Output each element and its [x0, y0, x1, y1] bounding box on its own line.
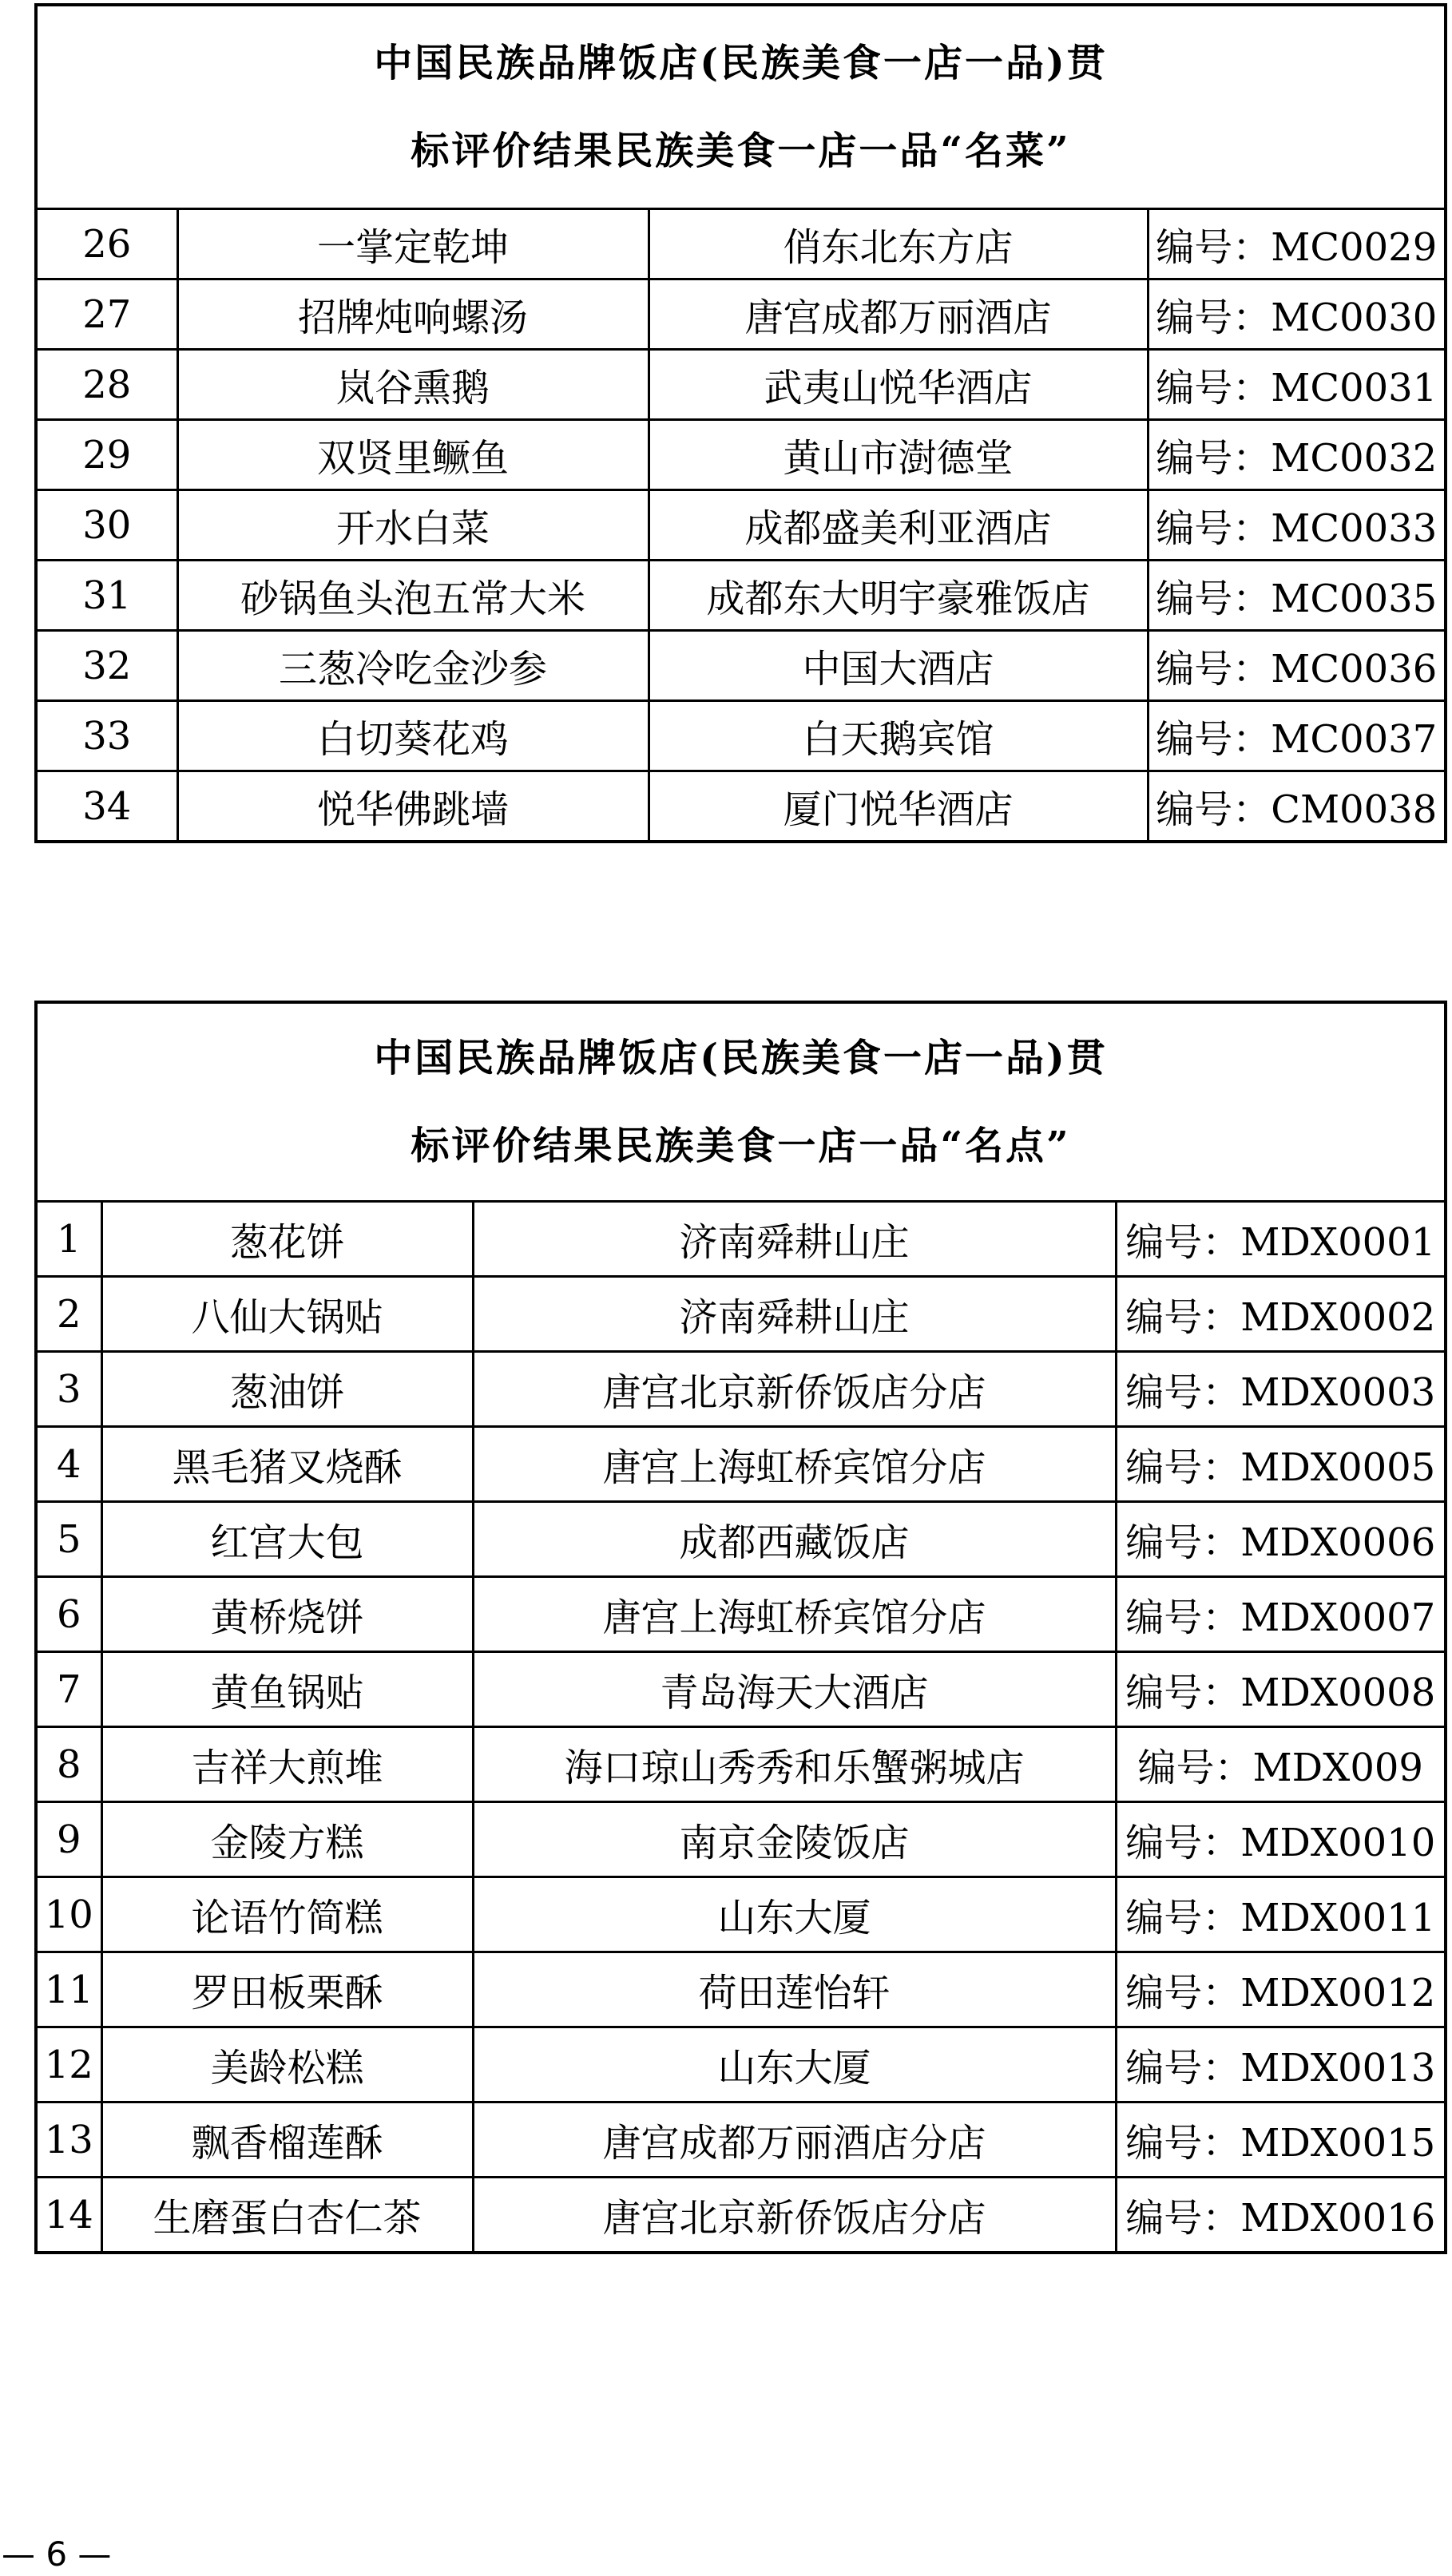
table-row	[36, 1652, 1446, 1727]
row-number-cell: 2	[36, 1277, 101, 1352]
dish-name-cell: 金陵方糕	[101, 1802, 473, 1877]
code-cell: 编号：MDX0011	[1116, 1877, 1446, 1952]
dish-name-cell: 开水白菜	[177, 490, 649, 561]
code-cell: 编号：MC0036	[1148, 631, 1446, 701]
table-row	[36, 1727, 1446, 1802]
table-row	[36, 1277, 1446, 1352]
dish-name-cell: 三葱冷吃金沙参	[177, 631, 649, 701]
table-row	[36, 1802, 1446, 1877]
dish-name-cell: 吉祥大煎堆	[101, 1727, 473, 1802]
row-number-cell: 27	[36, 279, 177, 350]
code-cell: 编号：MDX0008	[1116, 1652, 1446, 1727]
table-row	[36, 1577, 1446, 1652]
table-row	[36, 1427, 1446, 1502]
dish-name-cell: 葱油饼	[101, 1352, 473, 1427]
code-cell: 编号：CM0038	[1148, 771, 1446, 842]
table-row	[36, 561, 1446, 631]
mingdian-table	[34, 1001, 1447, 2254]
dish-name-cell: 双贤里鳜鱼	[177, 420, 649, 490]
code-cell: 编号：MDX0006	[1116, 1502, 1446, 1577]
dish-name-cell: 白切葵花鸡	[177, 701, 649, 771]
code-cell: 编号：MC0032	[1148, 420, 1446, 490]
code-cell: 编号：MDX0015	[1116, 2102, 1446, 2178]
row-number-cell: 12	[36, 2027, 101, 2102]
restaurant-cell: 荷田莲怡轩	[473, 1952, 1116, 2027]
mingdian-title-line1: 中国民族品牌饭店(民族美食一店一品)贯	[374, 1036, 1108, 1080]
restaurant-cell: 中国大酒店	[649, 631, 1148, 701]
row-number-cell: 29	[36, 420, 177, 490]
row-number-cell: 11	[36, 1952, 101, 2027]
restaurant-cell: 成都西藏饭店	[473, 1502, 1116, 1577]
code-cell: 编号：MDX0007	[1116, 1577, 1446, 1652]
restaurant-cell: 山东大厦	[473, 1877, 1116, 1952]
row-number-cell: 4	[36, 1427, 101, 1502]
code-cell: 编号：MDX0010	[1116, 1802, 1446, 1877]
restaurant-cell: 唐宫上海虹桥宾馆分店	[473, 1577, 1116, 1652]
restaurant-cell: 济南舜耕山庄	[473, 1277, 1116, 1352]
row-number-cell: 10	[36, 1877, 101, 1952]
mingcai-table-title	[36, 5, 1446, 209]
restaurant-cell: 黄山市澍德堂	[649, 420, 1148, 490]
restaurant-cell: 南京金陵饭店	[473, 1802, 1116, 1877]
row-number-cell: 30	[36, 490, 177, 561]
table-row	[36, 771, 1446, 842]
table-row	[36, 2102, 1446, 2178]
mingcai-title-line2: 标评价结果民族美食一店一品“名菜”	[411, 129, 1071, 173]
row-number-cell: 1	[36, 1202, 101, 1277]
dish-name-cell: 砂锅鱼头泡五常大米	[177, 561, 649, 631]
code-cell: 编号：MDX0005	[1116, 1427, 1446, 1502]
code-cell: 编号：MC0030	[1148, 279, 1446, 350]
restaurant-cell: 海口琼山秀秀和乐蟹粥城店	[473, 1727, 1116, 1802]
dish-name-cell: 生磨蛋白杏仁茶	[101, 2178, 473, 2253]
table-row	[36, 1952, 1446, 2027]
mingdian-title-line2: 标评价结果民族美食一店一品“名点”	[411, 1124, 1071, 1168]
restaurant-cell: 青岛海天大酒店	[473, 1652, 1116, 1727]
restaurant-cell: 山东大厦	[473, 2027, 1116, 2102]
restaurant-cell: 唐宫上海虹桥宾馆分店	[473, 1427, 1116, 1502]
mingcai-title-line1: 中国民族品牌饭店(民族美食一店一品)贯	[374, 41, 1108, 85]
row-number-cell: 32	[36, 631, 177, 701]
dish-name-cell: 黄桥烧饼	[101, 1577, 473, 1652]
row-number-cell: 34	[36, 771, 177, 842]
code-cell: 编号：MC0037	[1148, 701, 1446, 771]
dish-name-cell: 黄鱼锅贴	[101, 1652, 473, 1727]
restaurant-cell: 厦门悦华酒店	[649, 771, 1148, 842]
dish-name-cell: 黑毛猪叉烧酥	[101, 1427, 473, 1502]
row-number-cell: 9	[36, 1802, 101, 1877]
dish-name-cell: 论语竹简糕	[101, 1877, 473, 1952]
code-cell: 编号：MDX0001	[1116, 1202, 1446, 1277]
mingcai-table	[34, 3, 1447, 843]
code-cell: 编号：MDX0013	[1116, 2027, 1446, 2102]
dish-name-cell: 飘香榴莲酥	[101, 2102, 473, 2178]
restaurant-cell: 成都东大明宇豪雅饭店	[649, 561, 1148, 631]
table-row	[36, 1202, 1446, 1277]
row-number-cell: 14	[36, 2178, 101, 2253]
mingdian-table-title	[36, 1002, 1446, 1202]
row-number-cell: 7	[36, 1652, 101, 1727]
restaurant-cell: 白天鹅宾馆	[649, 701, 1148, 771]
restaurant-cell: 武夷山悦华酒店	[649, 350, 1148, 420]
table-row	[36, 1502, 1446, 1577]
table-row	[36, 2178, 1446, 2253]
page-number: — 6 —	[2, 2534, 112, 2574]
restaurant-cell: 济南舜耕山庄	[473, 1202, 1116, 1277]
restaurant-cell: 唐宫北京新侨饭店分店	[473, 2178, 1116, 2253]
table-row	[36, 701, 1446, 771]
row-number-cell: 5	[36, 1502, 101, 1577]
dish-name-cell: 悦华佛跳墙	[177, 771, 649, 842]
table-row	[36, 1352, 1446, 1427]
code-cell: 编号：MDX0016	[1116, 2178, 1446, 2253]
restaurant-cell: 成都盛美利亚酒店	[649, 490, 1148, 561]
dish-name-cell: 八仙大锅贴	[101, 1277, 473, 1352]
code-cell: 编号：MDX0003	[1116, 1352, 1446, 1427]
code-cell: 编号：MDX0002	[1116, 1277, 1446, 1352]
row-number-cell: 33	[36, 701, 177, 771]
code-cell: 编号：MDX009	[1116, 1727, 1446, 1802]
mingcai-title-row	[36, 5, 1446, 209]
restaurant-cell: 唐宫北京新侨饭店分店	[473, 1352, 1116, 1427]
restaurant-cell: 唐宫成都万丽酒店	[649, 279, 1148, 350]
table-row	[36, 1877, 1446, 1952]
table-row	[36, 209, 1446, 279]
row-number-cell: 3	[36, 1352, 101, 1427]
dish-name-cell: 岚谷熏鹅	[177, 350, 649, 420]
row-number-cell: 28	[36, 350, 177, 420]
table-row	[36, 420, 1446, 490]
code-cell: 编号：MC0031	[1148, 350, 1446, 420]
row-number-cell: 31	[36, 561, 177, 631]
restaurant-cell: 俏东北东方店	[649, 209, 1148, 279]
row-number-cell: 26	[36, 209, 177, 279]
table-row	[36, 279, 1446, 350]
row-number-cell: 13	[36, 2102, 101, 2178]
restaurant-cell: 唐宫成都万丽酒店分店	[473, 2102, 1116, 2178]
dish-name-cell: 葱花饼	[101, 1202, 473, 1277]
table-row	[36, 350, 1446, 420]
dish-name-cell: 招牌炖响螺汤	[177, 279, 649, 350]
row-number-cell: 6	[36, 1577, 101, 1652]
dish-name-cell: 红宫大包	[101, 1502, 473, 1577]
code-cell: 编号：MDX0012	[1116, 1952, 1446, 2027]
table-row	[36, 631, 1446, 701]
dish-name-cell: 罗田板栗酥	[101, 1952, 473, 2027]
dish-name-cell: 美龄松糕	[101, 2027, 473, 2102]
code-cell: 编号：MC0029	[1148, 209, 1446, 279]
mingdian-title-row	[36, 1002, 1446, 1202]
code-cell: 编号：MC0035	[1148, 561, 1446, 631]
table-row	[36, 490, 1446, 561]
code-cell: 编号：MC0033	[1148, 490, 1446, 561]
table-row	[36, 2027, 1446, 2102]
row-number-cell: 8	[36, 1727, 101, 1802]
dish-name-cell: 一掌定乾坤	[177, 209, 649, 279]
